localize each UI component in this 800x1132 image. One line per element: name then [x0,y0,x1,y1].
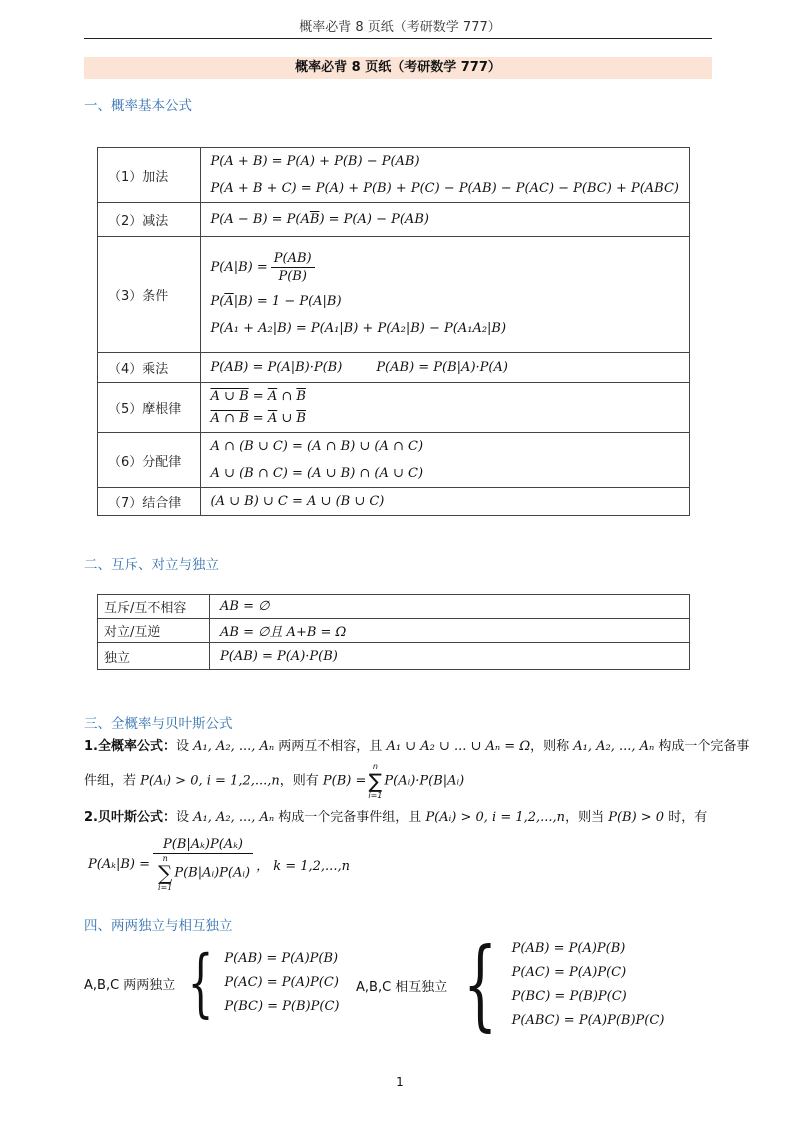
mutual-independence-system: A,B,C 相互独立 { P(AB) = P(A)P(B) P(AC) = P(A)P(C) P(BC) = P(B)P(C) P(ABC) = P(A)P(B)P(C) [356,928,665,1042]
table-row [98,595,690,619]
row-label: （7）结合律 [98,488,201,516]
fraction: $\frac{P(AB)}{P(B)}$ [271,250,315,285]
brace: { [463,928,498,1042]
pairwise-independence-system: A,B,C 两两独立 { P(AB) = P(A)P(B) P(AC) = P(A)P(C) P(BC) = P(B)P(C) [84,940,340,1026]
formula-cell [200,488,689,516]
row-label: （4）乘法 [98,353,201,383]
formula: A ∪ $B = \overline{A}$ ∩ $\overline{B}$ [210,388,306,404]
formula-cell: P(AB) = P(A)·P(B) [210,643,690,670]
table-row [98,433,690,488]
formula-cell [200,353,689,383]
formula-cell [200,433,689,488]
formula: A ∩ (B ∪ C) = (A ∩ B) ∪ (A ∩ C) [210,439,424,454]
system-label: A,B,C 两两独立 [84,977,176,993]
summation: n ∑ i=1 [157,854,173,892]
formula: P(AB) = P(A|B)·P(B) P(AB) = P(B|A)·P(A) [210,360,508,375]
term-label: 1.全概率公式： [84,739,176,754]
table-row [98,148,690,203]
header-title: 概率必背 8 页纸（考研数学 777） [299,20,501,35]
section-heading-total-probability: 三、全概率与贝叶斯公式 [84,716,233,732]
table-row [98,643,690,670]
formula: P(A|B) = $\frac{P(AB)}{P(B)}$ [211,248,679,288]
fraction: P(B|Aₖ)P(Aₖ) n ∑ i=1 P(B|Aᵢ)P(Aᵢ) [153,836,253,892]
formula: P(A + B) = P(A) + P(B) − P(AB) [210,154,420,169]
total-probability-line-1: 1.全概率公式：设 A₁, A₂, ..., Aₙ 两两互不相容，且 A₁ ∪ A₂ ∪ ... ∪ Aₙ = Ω，则称 A₁, A₂, ..., Aₙ 构成一个完备事 [84,739,750,754]
formula: P(A + B + C) = P(A) + P(B) + P(C) − P(AB) − P(AC) − P(BC) + P(ABC) [210,181,679,196]
formula-cell [200,383,689,433]
formula-cell: AB = ∅且 A+B = Ω [210,619,690,643]
bayes-formula: P(Aₖ|B) = P(B|Aₖ)P(Aₖ) n ∑ i=1 P(B|Aᵢ)P(Aᵢ) ， k = 1,2,...,n [88,837,350,892]
page-title-banner: 概率必背 8 页纸（考研数学 777） [84,57,712,79]
basic-formulas-table [97,147,690,516]
formula: A ∪ (B ∩ C) = (A ∪ B) ∩ (A ∪ C) [210,466,424,481]
table-row [98,353,690,383]
row-label: 互斥/互不相容 [98,595,210,619]
row-label: （2）减法 [98,203,201,237]
formula-cell [200,203,689,237]
formula: $P(\overline{A}|B) = 1 - P(A|B)$ [210,293,342,309]
table-row [98,619,690,643]
total-probability-line-2: 件组，若 P(Aᵢ) > 0, i = 1,2,...,n，则有 P(B) = n ∑ i=1 P(Aᵢ)·P(B|Aᵢ) [84,762,465,800]
row-label: （3）条件 [98,237,201,353]
row-label: （5）摩根律 [98,383,201,433]
formula: $P(A - B) = P(A\overline{B}) = P(A) - P(AB)$ [210,212,429,227]
row-label: （1）加法 [98,148,201,203]
page-number: 1 [396,1075,404,1089]
bayes-line-1: 2.贝叶斯公式：设 A₁, A₂, ..., Aₙ 构成一个完备事件组，且 P(Aᵢ) > 0, i = 1,2,...,n，则当 P(B) > 0 时，有 [84,810,708,825]
table-row [98,488,690,516]
table-row [98,203,690,237]
summation: n ∑ i=1 [368,762,383,800]
section-heading-basic-formulas: 一、概率基本公式 [84,98,192,114]
formula-cell: AB = ∅ [210,595,690,619]
table-row [98,237,690,353]
brace: { [187,940,214,1026]
formula-cell [200,148,689,203]
formula-cell [200,237,689,353]
row-label: （6）分配律 [98,433,201,488]
section-heading-independence: 二、互斥、对立与独立 [84,557,219,573]
system-label: A,B,C 相互独立 [356,979,448,995]
independence-table [97,594,690,670]
formula: P(A₁ + A₂|B) = P(A₁|B) + P(A₂|B) − P(A₁A₂|B) [210,320,507,336]
section-heading-pairwise-mutual: 四、两两独立与相互独立 [84,918,233,934]
formula: A ∩ $B = \overline{A}$ ∪ $\overline{B}$ [210,410,306,426]
row-label: 对立/互逆 [98,619,210,643]
formula: (A ∪ B) ∪ C = A ∪ (B ∪ C) [210,494,385,509]
row-label: 独立 [98,643,210,670]
term-label: 2.贝叶斯公式： [84,810,176,825]
table-row [98,383,690,433]
header-divider [84,38,712,39]
